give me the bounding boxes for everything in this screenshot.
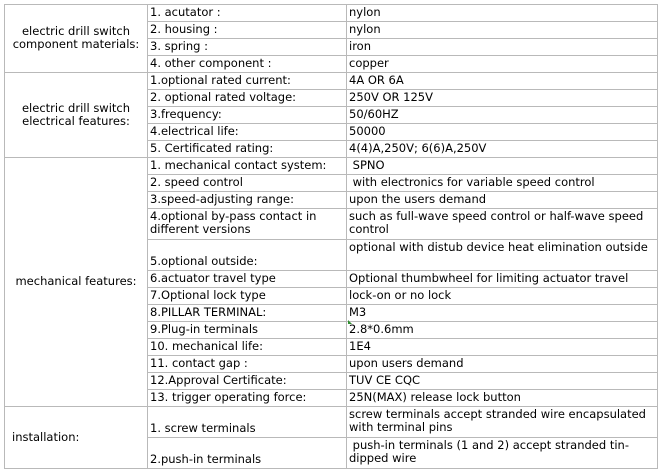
item-cell: 6.actuator travel type xyxy=(148,271,347,288)
value-cell: upon the users demand xyxy=(347,192,658,209)
item-cell: 3. spring : xyxy=(148,39,347,56)
item-cell: 3.frequency: xyxy=(148,107,347,124)
item-cell: 11. contact gap : xyxy=(148,356,347,373)
item-cell: 9.Plug-in terminals xyxy=(148,322,347,339)
item-cell: 4.electrical life: xyxy=(148,124,347,141)
table-row xyxy=(5,73,658,90)
item-cell: 1.optional rated current: xyxy=(148,73,347,90)
category-label: electric drill switch component materials: xyxy=(12,24,140,51)
value-cell: iron xyxy=(347,39,658,56)
item-cell: 1. mechanical contact system: xyxy=(148,158,347,175)
category-label: installation: xyxy=(12,429,80,444)
value-cell: 250V OR 125V xyxy=(347,90,658,107)
value-cell: lock-on or no lock xyxy=(347,288,658,305)
table-row xyxy=(5,407,658,438)
value-cell: copper xyxy=(347,56,658,73)
category-cell-mechanical xyxy=(5,158,148,407)
item-cell: 13. trigger operating force: xyxy=(148,390,347,407)
value-cell: 4A OR 6A xyxy=(347,73,658,90)
item-cell: 5. Certificated rating: xyxy=(148,141,347,158)
value-cell: TUV CE CQC xyxy=(347,373,658,390)
item-cell: 8.PILLAR TERMINAL: xyxy=(148,305,347,322)
value-cell: screw terminals accept stranded wire encapsulated with terminal pins xyxy=(347,407,658,438)
item-cell: 4. other component : xyxy=(148,56,347,73)
value-cell: 50000 xyxy=(347,124,658,141)
value-cell: Optional thumbwheel for limiting actuator travel xyxy=(347,271,658,288)
value-cell: optional with distub device heat elimination outside xyxy=(347,240,658,271)
category-cell-materials xyxy=(5,5,148,73)
item-cell: 4.optional by-pass contact in different versions xyxy=(148,209,347,240)
value-cell: with electronics for variable speed control xyxy=(347,175,658,192)
category-label: electric drill switch electrical features: xyxy=(21,100,131,128)
item-cell: 2. housing : xyxy=(148,22,347,39)
item-cell: 10. mechanical life: xyxy=(148,339,347,356)
value-cell: SPNO xyxy=(347,158,658,175)
item-cell: 3.speed-adjusting range: xyxy=(148,192,347,209)
item-cell: 1. acutator : xyxy=(148,5,347,22)
item-cell: 7.Optional lock type xyxy=(148,288,347,305)
category-cell-installation xyxy=(5,407,148,469)
table-row xyxy=(5,5,658,22)
value-cell: push-in terminals (1 and 2) accept stranded tin-dipped wire xyxy=(347,438,658,469)
item-cell: 12.Approval Certificate: xyxy=(148,373,347,390)
value-cell: M3 xyxy=(347,305,658,322)
value-cell: 4(4)A,250V; 6(6)A,250V xyxy=(347,141,658,158)
item-cell: 2. speed control xyxy=(148,175,347,192)
item-cell: 2.push-in terminals xyxy=(148,438,347,469)
item-cell: 1. screw terminals xyxy=(148,407,347,438)
value-cell: 1E4 xyxy=(347,339,658,356)
category-label: mechanical features: xyxy=(15,274,137,288)
value-cell: 25N(MAX) release lock button xyxy=(347,390,658,407)
table-row xyxy=(5,158,658,175)
category-cell-electrical xyxy=(5,73,148,158)
value-cell: such as full-wave speed control or half-wave speed control xyxy=(347,209,658,240)
value-cell: 2.8*0.6mm xyxy=(347,322,658,339)
value-cell: 50/60HZ xyxy=(347,107,658,124)
value-cell: nylon xyxy=(347,5,658,22)
value-cell: nylon xyxy=(347,22,658,39)
cell-marker-icon xyxy=(348,320,352,324)
item-cell: 5.optional outside: xyxy=(148,240,347,271)
spec-table xyxy=(4,4,658,469)
item-cell: 2. optional rated voltage: xyxy=(148,90,347,107)
value-cell: upon users demand xyxy=(347,356,658,373)
